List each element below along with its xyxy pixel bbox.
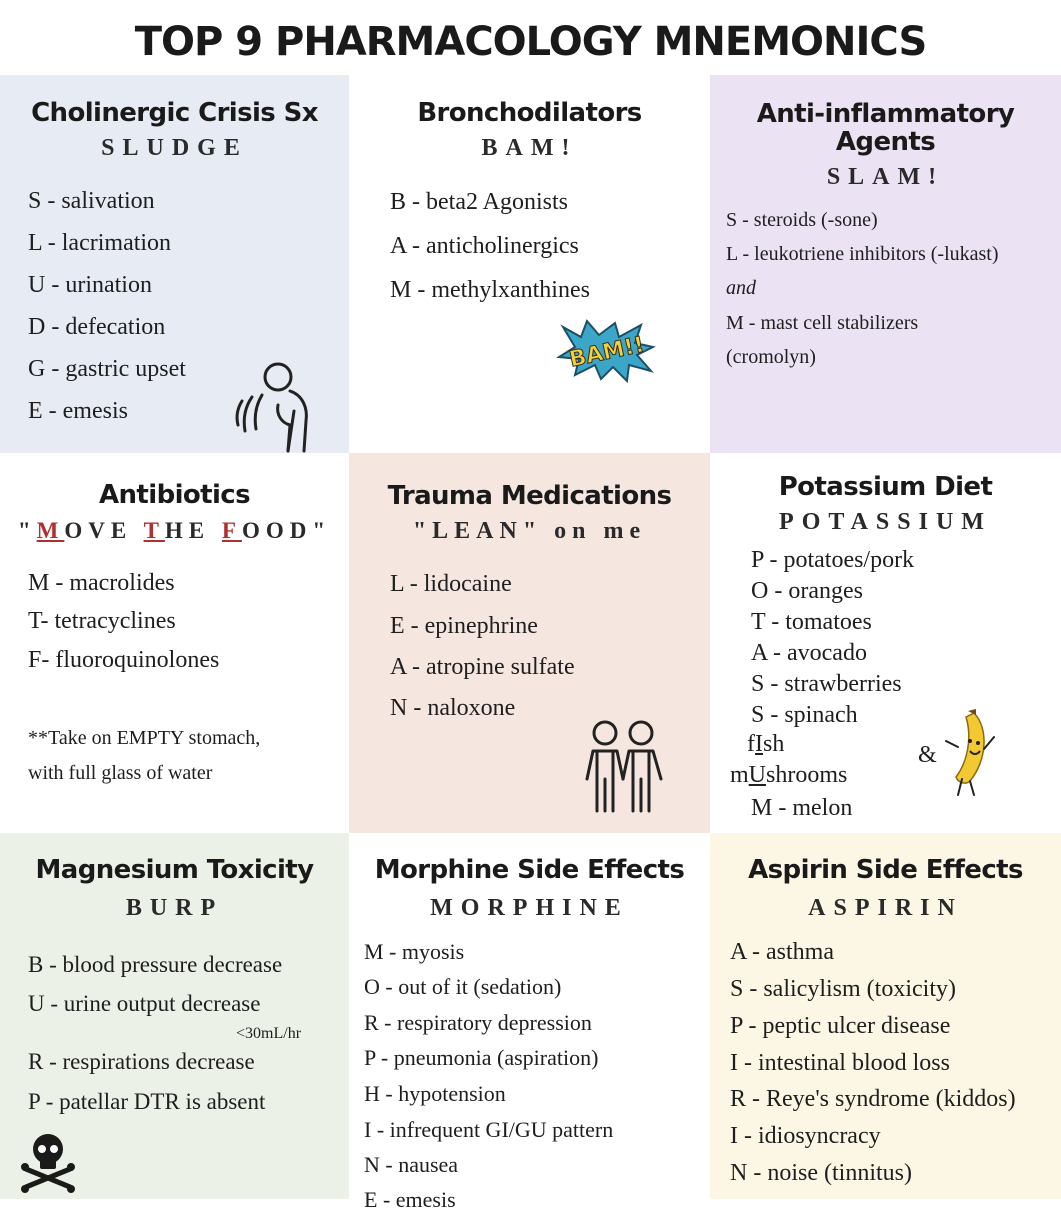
- list-item: F- fluoroquinolones: [28, 647, 220, 673]
- list-item: S - spinach: [751, 702, 858, 728]
- list-item: M - mast cell stabilizers: [726, 312, 919, 334]
- list-item: U - urine output decrease: [28, 991, 261, 1016]
- list-item: I - idiosyncracy: [730, 1123, 881, 1149]
- list-item: P - patellar DTR is absent: [28, 1089, 266, 1114]
- card-heading: Magnesium Toxicity: [35, 855, 314, 885]
- list-item: E - emesis: [28, 398, 128, 424]
- list-conjunction: and: [726, 277, 756, 299]
- dancing-banana-icon: [944, 707, 996, 799]
- list-item-mushrooms: mUshrooms: [730, 762, 848, 788]
- card-aspirin-side-effects: [710, 833, 1061, 1199]
- note-line: **Take on EMPTY stomach,: [28, 727, 261, 749]
- card-heading: Potassium Diet: [778, 472, 993, 502]
- list-item: G - gastric upset: [28, 356, 186, 382]
- card-trauma-medications: [349, 453, 710, 833]
- list-item: R - Reye's syndrome (kiddos): [730, 1086, 1016, 1112]
- list-item: A - asthma: [730, 939, 834, 965]
- mnemonic-word: MORPHINE: [430, 895, 629, 921]
- list-item: H - hypotension: [364, 1081, 506, 1106]
- card-heading: Bronchodilators: [417, 98, 642, 128]
- card-heading: Antibiotics: [99, 480, 250, 510]
- mnemonic-word: ASPIRIN: [808, 895, 963, 921]
- list-item: T- tetracyclines: [28, 608, 176, 634]
- mnemonic-word: BAM!: [481, 135, 578, 161]
- list-item: N - nausea: [364, 1152, 459, 1177]
- card-heading: Morphine Side Effects: [374, 855, 685, 885]
- list-item: P - peptic ulcer disease: [730, 1013, 951, 1039]
- list-item: P - pneumonia (aspiration): [364, 1045, 599, 1070]
- card-heading-line2: Agents: [835, 127, 936, 157]
- card-heading: Aspirin Side Effects: [748, 855, 1023, 885]
- list-item: I - intestinal blood loss: [730, 1050, 950, 1076]
- mnemonic-part: ": [17, 518, 37, 543]
- sub-note: <30mL/hr: [236, 1025, 302, 1042]
- mnemonic-letter-t: T: [143, 518, 165, 543]
- card-antibiotics: [0, 453, 349, 833]
- mnemonic-word: SLUDGE: [101, 135, 248, 161]
- note-line: with full glass of water: [28, 762, 213, 784]
- skull-crossbones-icon: [20, 1129, 76, 1191]
- mnemonic-letter-m: M: [36, 518, 65, 543]
- card-anti-inflammatory: [710, 75, 1061, 453]
- list-item: R - respiratory depression: [364, 1010, 592, 1035]
- list-item: L - lidocaine: [390, 571, 512, 597]
- list-item: N - noise (tinnitus): [730, 1160, 912, 1186]
- list-item: B - beta2 Agonists: [390, 189, 568, 215]
- page-title: TOP 9 PHARMACOLOGY MNEMONICS: [134, 19, 927, 65]
- list-item: A - atropine sulfate: [390, 654, 575, 680]
- card-bronchodilators: [349, 75, 710, 453]
- list-item: S - steroids (-sone): [726, 209, 878, 231]
- list-item: P - potatoes/pork: [751, 547, 915, 573]
- list-item: S - strawberries: [751, 671, 902, 697]
- list-item: A - avocado: [751, 640, 867, 666]
- list-item: E - epinephrine: [390, 613, 538, 639]
- mnemonic-word: POTASSIUM: [779, 509, 992, 535]
- list-item: (cromolyn): [726, 346, 816, 368]
- card-magnesium-toxicity: [0, 833, 349, 1199]
- card-cholinergic-crisis: [0, 75, 349, 453]
- list-item: B - blood pressure decrease: [28, 952, 283, 977]
- list-item: O - out of it (sedation): [364, 974, 562, 999]
- mnemonic-word: BURP: [125, 895, 224, 921]
- list-item: O - oranges: [751, 578, 863, 604]
- card-heading-line1: Anti-inflammatory: [756, 99, 1015, 129]
- list-item: D - defecation: [28, 314, 166, 340]
- mnemonic-word: [0, 518, 349, 544]
- list-item: S - salivation: [28, 188, 155, 214]
- mnemonic-part: HE: [164, 518, 222, 543]
- two-friends-icon: [581, 715, 667, 815]
- mnemonic-word: SLAM!: [826, 164, 945, 190]
- list-item: I - infrequent GI/GU pattern: [364, 1117, 614, 1142]
- vomiting-person-icon: [232, 355, 322, 455]
- ampersand: &: [918, 742, 937, 768]
- card-potassium-diet: [710, 453, 1061, 833]
- list-item: T - tomatoes: [751, 609, 872, 635]
- mnemonic-word: "LEAN" on me: [412, 518, 647, 544]
- bam-burst-icon: [557, 319, 657, 383]
- list-item: L - lacrimation: [28, 230, 172, 256]
- list-item: U - urination: [28, 272, 152, 298]
- list-item: E - emesis: [364, 1187, 456, 1212]
- list-item: M - myosis: [364, 939, 465, 964]
- list-item: M - methylxanthines: [390, 277, 590, 303]
- sticker-text: BAM!!: [567, 332, 647, 373]
- list-item: A - anticholinergics: [390, 233, 579, 259]
- list-item-fish: fIsh: [747, 731, 785, 757]
- mnemonic-letter-f: F: [221, 518, 242, 543]
- list-item: L - leukotriene inhibitors (-lukast): [726, 243, 999, 265]
- card-heading: Cholinergic Crisis Sx: [31, 98, 318, 128]
- card-morphine-side-effects: [349, 833, 710, 1212]
- list-item: N - naloxone: [390, 695, 516, 721]
- list-item: M - macrolides: [28, 570, 175, 596]
- list-item: M - melon: [751, 795, 853, 821]
- mnemonic-part: OVE: [64, 518, 144, 543]
- card-heading: Trauma Medications: [387, 481, 672, 511]
- list-item: S - salicylism (toxicity): [730, 976, 956, 1002]
- list-item: R - respirations decrease: [28, 1049, 255, 1074]
- mnemonic-part: OOD": [241, 518, 332, 543]
